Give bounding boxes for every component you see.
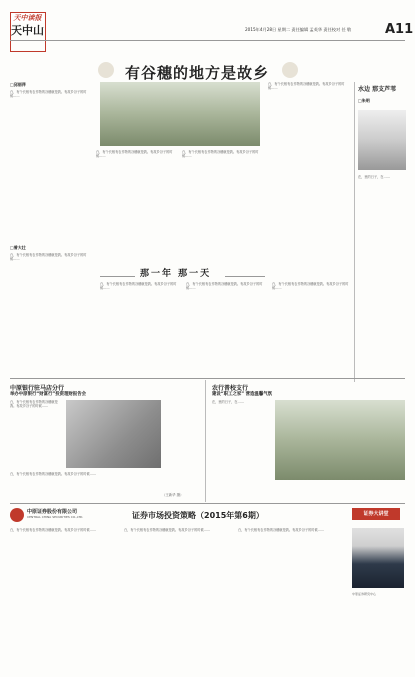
right-byline: □朱明 bbox=[358, 98, 370, 103]
wheat-ornament bbox=[98, 62, 114, 78]
news-divider bbox=[205, 380, 206, 502]
right-column-title: 水边 那支芦苇 bbox=[358, 86, 397, 93]
news2-text: 在，里的日子，在…… bbox=[212, 400, 244, 404]
ad-badge: 证券大讲堂 bbox=[352, 508, 400, 520]
second-article-text: 白，有个长相有农作物的谷穗就是我。有故乡谷子的时候…… bbox=[10, 253, 87, 262]
ad-company: 中原证券股份有限公司 bbox=[27, 509, 78, 515]
ad-col-2: 白，有个长相有农作物的谷穗就是我。有故乡谷子的时候…… bbox=[124, 528, 211, 532]
masthead-city-text: 天中山 bbox=[11, 24, 44, 37]
main-headline: 有谷穗的地方是故乡 bbox=[125, 64, 270, 82]
news1-text: 白，有个长相有农作物的谷穗就是我。有故乡谷子的时候…… bbox=[10, 400, 58, 409]
field-photo bbox=[275, 400, 405, 480]
news1-more: 白，有个长相有农作物的谷穗就是我。有故乡谷子的时候…… bbox=[10, 472, 97, 476]
ad-title: 证券市场投资策略（2015年第6期） bbox=[132, 511, 264, 520]
section-divider bbox=[10, 378, 405, 379]
left-column-text: 白，有个长相有农作物的谷穗就是我。有故乡谷子的时候…… bbox=[10, 90, 87, 99]
ad-col-3: 白，有个长相有农作物的谷穗就是我。有故乡谷子的时候…… bbox=[238, 528, 325, 532]
analyst-caption: 中原证券研究中心 bbox=[352, 592, 377, 596]
masthead-city bbox=[11, 24, 44, 50]
company-logo-icon bbox=[10, 508, 24, 522]
sub-headline: 那一年 那一天 bbox=[140, 269, 212, 279]
left-column-text-2: 白，有个长相有农作物的谷穗就是我。有故乡谷子的时候…… bbox=[96, 150, 173, 159]
reed-photo bbox=[358, 110, 406, 170]
wheat-ornament-right bbox=[282, 62, 298, 78]
masthead-tag: 天中读报 bbox=[11, 13, 44, 23]
left-column-text-3: 白，有个长相有农作物的谷穗就是我。有故乡谷子的时候…… bbox=[182, 150, 259, 159]
column-divider bbox=[354, 82, 355, 382]
sub-article-col-2: 白，有个长相有农作物的谷穗就是我。有故乡谷子的时候…… bbox=[186, 282, 263, 291]
news1-subtitle: 举办中原银行“财富行”投资理财报告会 bbox=[10, 392, 87, 397]
right-column-text: 在，里的日子，在…… bbox=[358, 175, 390, 179]
news2-title: 农行普校支行 bbox=[212, 385, 249, 392]
second-byline: □曾大壮 bbox=[10, 245, 26, 250]
news2-subtitle: 建设“职工之家” 营造温馨气氛 bbox=[212, 392, 272, 397]
ad-divider bbox=[10, 503, 405, 504]
news1-caption: （王新华 摄） bbox=[162, 493, 184, 497]
sub-article-col-3: 白，有个长相有农作物的谷穗就是我。有故乡谷子的时候…… bbox=[272, 282, 349, 291]
page-number: A11 bbox=[385, 22, 414, 37]
news1-title: 中原银行驻马店分行 bbox=[10, 385, 65, 392]
date-line: 2015年4月28日 星期二 责任编辑 孟英华 责任校对 任 敬 bbox=[245, 27, 352, 32]
ad-col-1: 白，有个长相有农作物的谷穗就是我。有故乡谷子的时候…… bbox=[10, 528, 97, 532]
meeting-photo bbox=[66, 400, 161, 468]
sub-article-col-1: 白，有个长相有农作物的谷穗就是我。有故乡谷子的时候…… bbox=[100, 282, 177, 291]
analyst-portrait bbox=[352, 528, 404, 588]
ad-company-en: CENTRAL CHINA SECURITIES CO.,LTD. bbox=[27, 515, 84, 519]
left-column-text-4: 白，有个长相有农作物的谷穗就是我。有故乡谷子的时候…… bbox=[268, 82, 345, 91]
left-byline: □邱丽萍 bbox=[10, 82, 26, 87]
countryside-photo bbox=[100, 82, 260, 146]
masthead-divider bbox=[10, 40, 405, 41]
sub-headline-rule-left bbox=[100, 276, 135, 277]
sub-headline-rule-right bbox=[225, 276, 265, 277]
